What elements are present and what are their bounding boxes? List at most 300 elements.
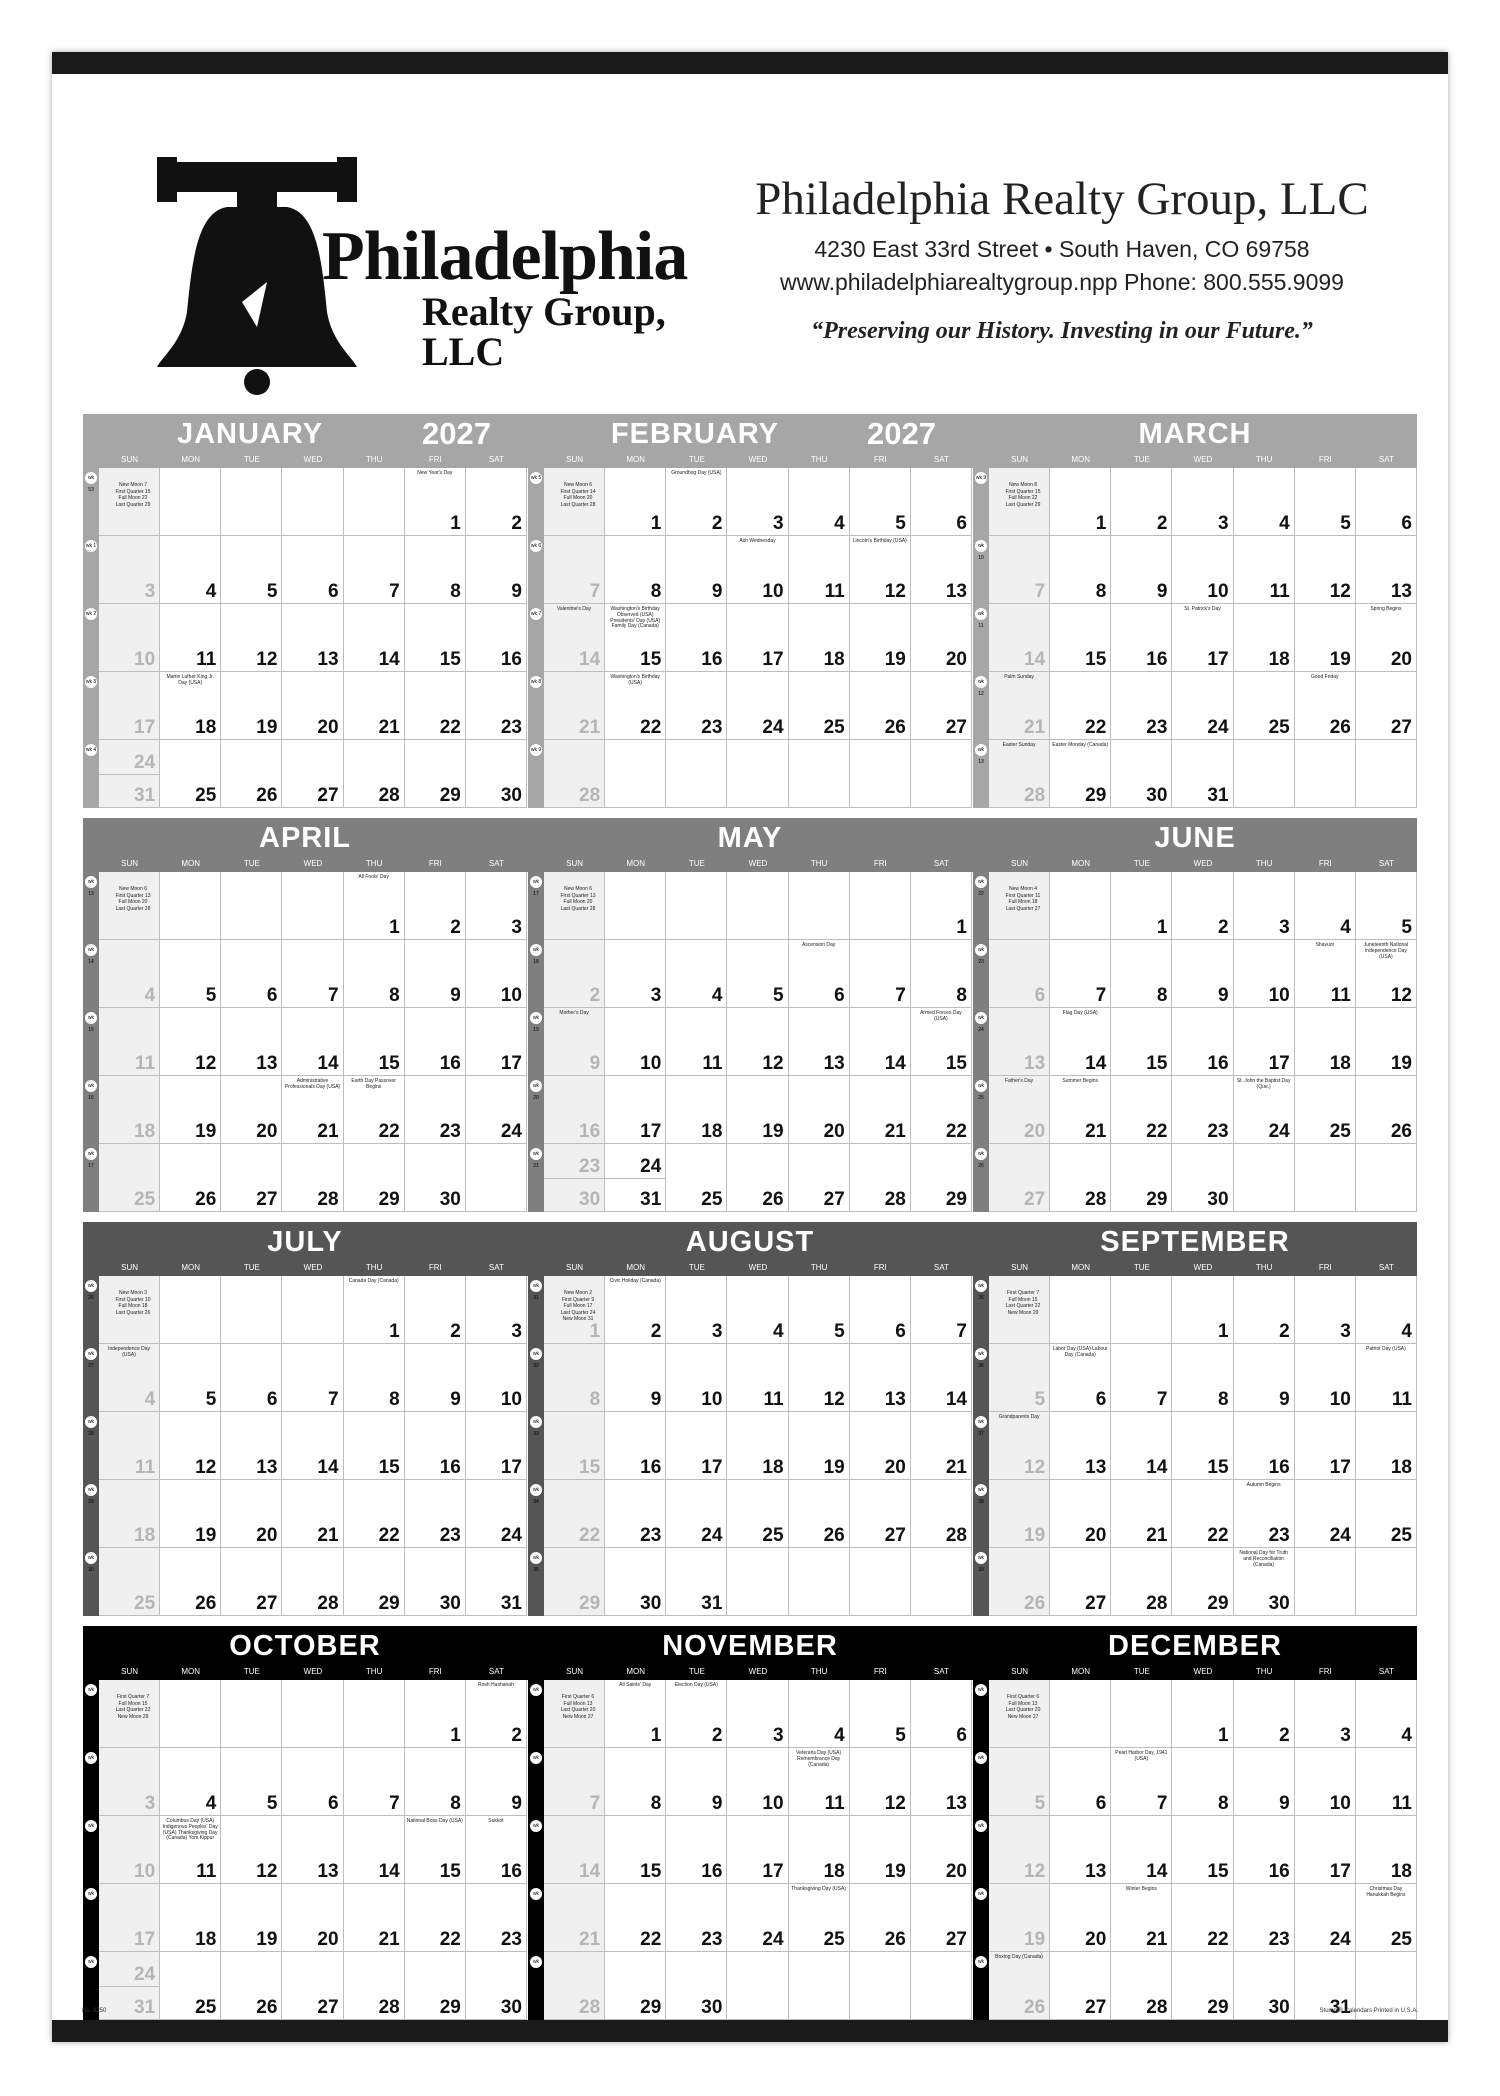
weekday-label: SAT <box>488 859 504 868</box>
month-title: AUGUST <box>685 1226 815 1258</box>
holiday-note: National Day for Truth and Reconciliation (Canada) <box>1239 1550 1288 1568</box>
day-number: 7 <box>327 985 339 1006</box>
month-title: APRIL <box>259 822 351 854</box>
day-number: 10 <box>701 1389 723 1410</box>
day-cell <box>989 1008 1050 1076</box>
day-cell <box>405 1344 466 1412</box>
weekday-label: MON <box>1071 455 1091 464</box>
week-number-badge: wk 3 <box>85 676 97 688</box>
day-cell <box>221 1076 282 1144</box>
week-number-badge: wk 25 <box>975 1080 987 1092</box>
day-cell <box>466 940 527 1008</box>
day-cell <box>544 1816 605 1884</box>
day-cell <box>850 1952 911 2020</box>
day-number: 22 <box>378 1525 400 1546</box>
day-number: 26 <box>823 1525 845 1546</box>
day-number: 3 <box>144 1793 156 1814</box>
day-cell <box>727 1008 788 1076</box>
day-cell <box>344 1548 405 1616</box>
day-number: 16 <box>701 649 723 670</box>
day-cell <box>282 536 343 604</box>
moon-phases: First Quarter 7 Full Moon 15 Last Quarter 22 New Moon 29 <box>1005 1290 1041 1316</box>
logo-subtitle: Realty Group, LLC <box>422 289 666 374</box>
day-cell <box>727 1548 788 1616</box>
week-number-badge: wk 26 <box>975 1148 987 1160</box>
day-number: 11 <box>196 1861 217 1882</box>
day-cell <box>727 1748 788 1816</box>
day-cell <box>544 672 605 740</box>
day-cell <box>466 1144 527 1212</box>
day-cell <box>160 1816 221 1884</box>
day-cell <box>160 1680 221 1748</box>
weekday-label: SUN <box>1011 1263 1029 1272</box>
day-cell <box>1111 1144 1172 1212</box>
footer-printer: Stumpf® Calendars Printed in U.S.A. <box>1319 2008 1418 2014</box>
day-cell <box>666 1548 727 1616</box>
day-number: 8 <box>589 1389 601 1410</box>
day-cell <box>605 1276 666 1344</box>
day-cell <box>1111 1076 1172 1144</box>
day-number: 24 <box>1207 717 1229 738</box>
weekday-label: SUN <box>1011 455 1029 464</box>
moon-phases: First Quarter 6 Full Moon 13 Last Quarter 20 New Moon 27 <box>1005 1694 1041 1720</box>
day-number: 10 <box>762 1793 784 1814</box>
day-number: 3 <box>772 513 784 534</box>
day-cell <box>1050 672 1111 740</box>
day-cell <box>666 1076 727 1144</box>
week-number-badge: wk 28 <box>85 1416 97 1428</box>
weekday-label: TUE <box>688 455 705 464</box>
day-cell <box>160 536 221 604</box>
day-cell <box>282 1008 343 1076</box>
day-cell <box>405 468 466 536</box>
day-number: 2 <box>1156 513 1168 534</box>
weekday-label: SAT <box>933 455 949 464</box>
day-cell <box>405 1548 466 1616</box>
day-cell <box>789 1952 850 2020</box>
day-number: 29 <box>1207 1997 1229 2018</box>
day-cell <box>282 1144 343 1212</box>
day-cell <box>989 740 1050 808</box>
day-number: 15 <box>439 649 461 670</box>
day-cell <box>466 1480 527 1548</box>
day-cell <box>1172 536 1233 604</box>
weekday-label: WED <box>303 455 323 464</box>
day-cell <box>1172 1480 1233 1548</box>
day-number: 20 <box>1024 1121 1046 1142</box>
day-number: 12 <box>884 581 906 602</box>
day-number: 18 <box>1329 1053 1351 1074</box>
day-number: 26 <box>1329 717 1351 738</box>
day-number: 15 <box>439 1861 461 1882</box>
day-cell <box>99 1276 160 1344</box>
day-cell <box>544 1480 605 1548</box>
day-number: 20 <box>317 717 339 738</box>
day-cell <box>850 536 911 604</box>
weekday-label: SUN <box>566 1667 584 1676</box>
day-cell <box>282 1680 343 1748</box>
day-cell <box>405 1276 466 1344</box>
week-number-column <box>973 872 989 1212</box>
day-cell <box>1295 1480 1356 1548</box>
day-cell <box>1050 1480 1111 1548</box>
day-number: 25 <box>1390 1525 1412 1546</box>
day-number: 1 <box>389 1321 400 1342</box>
day-cell <box>850 468 911 536</box>
day-number: 27 <box>1390 717 1412 738</box>
week-number-badge: wk 24 <box>975 1012 987 1024</box>
week-number-column <box>83 1276 99 1616</box>
day-cell <box>1050 1412 1111 1480</box>
weekday-label: SAT <box>933 1263 949 1272</box>
day-cell <box>99 604 160 672</box>
holiday-note: Valentine's Day <box>556 606 592 612</box>
day-cell <box>1050 1952 1111 2020</box>
day-number: 30 <box>1268 1593 1290 1614</box>
day-number: 4 <box>144 985 156 1006</box>
day-cell <box>405 1680 466 1748</box>
day-cell <box>666 1008 727 1076</box>
day-number: 31 <box>1329 1997 1351 2018</box>
day-cell <box>1111 740 1172 808</box>
day-number: 11 <box>135 1457 156 1478</box>
day-cell <box>1111 1816 1172 1884</box>
day-number: 23 <box>1268 1929 1290 1950</box>
calendar-grid <box>83 414 1417 2030</box>
day-cell <box>850 740 911 808</box>
week-number-badge: wk 11 <box>975 608 987 620</box>
holiday-note: Palm Sunday <box>1004 674 1034 680</box>
day-cell <box>850 1076 911 1144</box>
day-cell <box>344 1344 405 1412</box>
holiday-note: Washington's Birthday (USA) <box>610 674 660 686</box>
day-cell <box>1356 1680 1417 1748</box>
week-number-badge: wk 13 <box>975 744 987 756</box>
day-cell <box>727 604 788 672</box>
day-number: 3 <box>772 1725 784 1746</box>
day-number: 29 <box>945 1189 967 1210</box>
day-cell <box>605 604 666 672</box>
day-cell <box>989 872 1050 940</box>
day-cell <box>99 1680 160 1748</box>
day-number: 28 <box>1085 1189 1107 1210</box>
day-cell <box>1295 1344 1356 1412</box>
day-cell <box>344 1480 405 1548</box>
holiday-note: Spring Begins <box>1370 606 1402 612</box>
week-number-badge: wk 53 <box>85 472 97 484</box>
day-number: 11 <box>1269 581 1290 602</box>
day-cell <box>989 1680 1050 1748</box>
day-number: 22 <box>439 717 461 738</box>
day-cell <box>282 1748 343 1816</box>
day-number: 22 <box>1146 1121 1168 1142</box>
day-cell <box>911 1344 972 1412</box>
day-number: 25 <box>1390 1929 1412 1950</box>
day-number: 27 <box>945 717 967 738</box>
day-cell <box>1050 740 1111 808</box>
weekday-label: WED <box>303 1667 323 1676</box>
weekday-label: MON <box>1071 859 1091 868</box>
day-number: 9 <box>1156 581 1168 602</box>
day-number: 28 <box>378 1997 400 2018</box>
day-number: 10 <box>500 1389 522 1410</box>
day-cell <box>1356 672 1417 740</box>
day-number: 15 <box>1207 1861 1229 1882</box>
day-cell <box>666 1344 727 1412</box>
day-cell <box>789 1344 850 1412</box>
day-cell <box>1172 1276 1233 1344</box>
day-cell <box>605 1144 666 1212</box>
weekday-label: FRI <box>873 1263 887 1272</box>
day-number: 25 <box>134 1593 156 1614</box>
day-cell <box>282 740 343 808</box>
day-cell <box>727 1480 788 1548</box>
day-cell <box>544 1884 605 1952</box>
day-number: 3 <box>511 1321 522 1342</box>
day-number: 9 <box>711 1793 723 1814</box>
weekday-label: SAT <box>1378 1263 1394 1272</box>
day-number: 7 <box>1156 1389 1168 1410</box>
day-number: 20 <box>945 649 967 670</box>
day-cell <box>544 1276 605 1344</box>
day-number: 21 <box>884 1121 906 1142</box>
day-number: 22 <box>439 1929 461 1950</box>
day-number: 28 <box>884 1189 906 1210</box>
day-number: 17 <box>500 1457 522 1478</box>
day-cell <box>1295 536 1356 604</box>
day-cell <box>544 1412 605 1480</box>
day-number: 10 <box>1329 1793 1351 1814</box>
day-cell <box>221 1344 282 1412</box>
day-cell <box>282 604 343 672</box>
day-cell <box>789 872 850 940</box>
day-number: 14 <box>1085 1053 1107 1074</box>
day-number: 24 <box>134 751 156 773</box>
day-number: 24 <box>134 1963 156 1985</box>
day-number: 31 <box>701 1593 723 1614</box>
day-number: 26 <box>256 785 278 806</box>
day-cell <box>1356 1008 1417 1076</box>
day-cell <box>99 1008 160 1076</box>
day-cell <box>282 1952 343 2020</box>
company-address: 4230 East 33rd Street • South Haven, CO 69758 <box>814 236 1310 262</box>
day-cell <box>666 536 727 604</box>
day-number: 13 <box>256 1457 278 1478</box>
day-cell <box>1234 1680 1295 1748</box>
day-number: 29 <box>1146 1189 1168 1210</box>
day-number: 26 <box>884 717 906 738</box>
day-number: 1 <box>1217 1321 1229 1342</box>
weekday-label: SAT <box>488 1667 504 1676</box>
day-cell <box>1356 1480 1417 1548</box>
day-number: 15 <box>640 1861 662 1882</box>
weekday-label: SAT <box>933 859 949 868</box>
day-cell <box>99 536 160 604</box>
day-cell <box>989 1748 1050 1816</box>
day-number: 6 <box>956 1725 967 1746</box>
day-number: 27 <box>317 1997 339 2018</box>
week-number-badge: wk 17 <box>85 1148 97 1160</box>
day-cell <box>666 1412 727 1480</box>
day-cell <box>282 1480 343 1548</box>
week-number-badge: wk 23 <box>975 944 987 956</box>
weekday-label: WED <box>748 455 768 464</box>
day-cell <box>850 1480 911 1548</box>
logo-wordmark: Philadelphia <box>322 218 688 295</box>
day-number: 12 <box>256 1861 278 1882</box>
day-number: 21 <box>1024 717 1046 738</box>
day-cell <box>282 1412 343 1480</box>
day-cell <box>989 1144 1050 1212</box>
week-number-badge: wk 21 <box>530 1148 542 1160</box>
week-number-badge: wk 38 <box>975 1484 987 1496</box>
day-number: 24 <box>640 1155 662 1177</box>
holiday-note: Summer Begins <box>1062 1078 1098 1084</box>
day-cell <box>1172 468 1233 536</box>
day-number: 18 <box>134 1121 156 1142</box>
day-number: 22 <box>378 1121 400 1142</box>
split-day-top <box>544 1144 604 1179</box>
day-number: 20 <box>945 1861 967 1882</box>
day-cell <box>605 1748 666 1816</box>
day-cell <box>99 1548 160 1616</box>
day-cell <box>1172 1952 1233 2020</box>
day-cell <box>789 1748 850 1816</box>
day-cell <box>1050 1816 1111 1884</box>
day-number: 16 <box>1146 649 1168 670</box>
day-cell <box>1234 1344 1295 1412</box>
day-number: 21 <box>378 717 400 738</box>
day-cell <box>1234 604 1295 672</box>
day-cell <box>727 1884 788 1952</box>
day-number: 22 <box>1207 1929 1229 1950</box>
day-cell <box>466 1748 527 1816</box>
quarter-month-grid <box>83 1680 1417 2020</box>
day-cell <box>221 1480 282 1548</box>
weekday-label: TUE <box>688 1667 705 1676</box>
day-cell <box>282 1548 343 1616</box>
day-number: 3 <box>650 985 662 1006</box>
week-number-badge: wk 26 <box>85 1280 97 1292</box>
day-number: 8 <box>389 985 400 1006</box>
day-cell <box>405 1952 466 2020</box>
weekday-label: MON <box>626 859 646 868</box>
holiday-note: Good Friday <box>1311 674 1339 680</box>
week-number-badge: wk 9 <box>530 744 542 756</box>
day-cell <box>344 872 405 940</box>
day-number: 2 <box>450 917 461 938</box>
day-cell <box>1295 740 1356 808</box>
weekday-label: TUE <box>1133 859 1150 868</box>
day-number: 28 <box>317 1189 339 1210</box>
day-number: 29 <box>378 1189 400 1210</box>
day-cell <box>1050 468 1111 536</box>
weekday-label: FRI <box>873 1667 887 1676</box>
day-number: 29 <box>640 1997 662 2018</box>
day-cell <box>727 740 788 808</box>
day-cell <box>1050 1344 1111 1412</box>
day-cell <box>789 672 850 740</box>
day-cell <box>1111 536 1172 604</box>
day-number: 19 <box>884 649 906 670</box>
day-number: 16 <box>439 1457 461 1478</box>
day-number: 17 <box>762 1861 784 1882</box>
week-number-badge: wk 16 <box>85 1080 97 1092</box>
day-number: 25 <box>823 1929 845 1950</box>
holiday-note: Washington's Birthday Observed (USA) Presidents' Day (USA) Family Day (Canada) <box>610 606 661 630</box>
day-cell <box>789 1144 850 1212</box>
day-number: 9 <box>450 985 461 1006</box>
day-number: 17 <box>640 1121 662 1142</box>
quarter-block <box>83 1626 1417 2022</box>
week-number-column <box>528 1276 544 1616</box>
company-info <box>682 172 1442 345</box>
holiday-note: St. Patrick's Day <box>1184 606 1221 612</box>
day-cell <box>789 468 850 536</box>
day-number: 18 <box>1268 649 1290 670</box>
day-cell <box>1356 536 1417 604</box>
week-number-badge: wk 2 <box>85 608 97 620</box>
day-number: 27 <box>823 1189 845 1210</box>
day-cell <box>1295 1412 1356 1480</box>
day-cell <box>160 940 221 1008</box>
day-cell <box>1172 940 1233 1008</box>
day-number: 8 <box>450 1793 461 1814</box>
day-cell <box>850 872 911 940</box>
day-cell <box>466 468 527 536</box>
week-number-column <box>528 872 544 1212</box>
day-number: 16 <box>439 1053 461 1074</box>
day-number: 28 <box>1024 785 1046 806</box>
day-cell <box>1356 1144 1417 1212</box>
day-cell <box>160 1076 221 1144</box>
day-cell <box>727 872 788 940</box>
day-cell <box>605 1884 666 1952</box>
moon-phases: First Quarter 7 Full Moon 15 Last Quarter 22 New Moon 29 <box>115 1694 151 1720</box>
day-cell <box>160 604 221 672</box>
day-cell <box>850 940 911 1008</box>
day-number: 4 <box>834 513 845 534</box>
day-cell <box>466 536 527 604</box>
day-number: 13 <box>256 1053 278 1074</box>
day-number: 31 <box>640 1189 662 1210</box>
day-number: 11 <box>135 1053 156 1074</box>
day-number: 15 <box>1146 1053 1168 1074</box>
day-number: 10 <box>134 649 156 670</box>
day-number: 20 <box>1085 1525 1107 1546</box>
day-number: 24 <box>500 1525 522 1546</box>
day-number: 31 <box>134 1997 156 2018</box>
day-number: 10 <box>500 985 522 1006</box>
day-number: 29 <box>1207 1593 1229 1614</box>
day-cell <box>727 940 788 1008</box>
weekday-label: WED <box>748 1667 768 1676</box>
weekday-label: MON <box>1071 1667 1091 1676</box>
day-number: 18 <box>1390 1457 1412 1478</box>
day-number: 12 <box>195 1457 217 1478</box>
day-number: 12 <box>884 1793 906 1814</box>
month-title: NOVEMBER <box>662 1630 838 1662</box>
day-number: 2 <box>511 513 522 534</box>
day-number: 7 <box>895 985 906 1006</box>
day-cell <box>344 1884 405 1952</box>
day-number: 29 <box>1085 785 1107 806</box>
moon-phases: First Quarter 6 Full Moon 13 Last Quarter 20 New Moon 27 <box>560 1694 596 1720</box>
month-year: 2027 <box>867 416 936 451</box>
day-cell <box>850 1412 911 1480</box>
day-cell <box>1050 1276 1111 1344</box>
day-cell <box>544 872 605 940</box>
